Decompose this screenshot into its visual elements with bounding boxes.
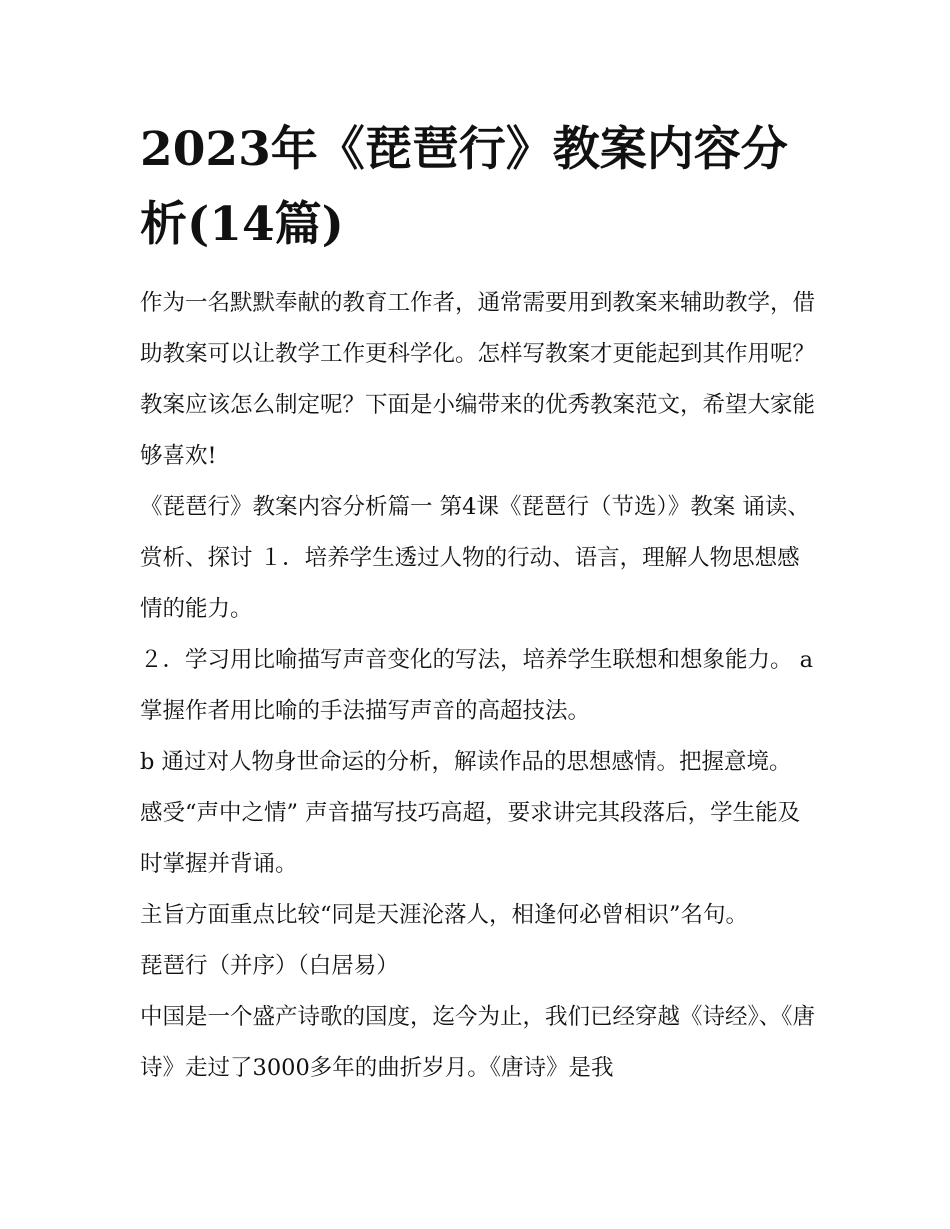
- document-title: 2023年《琵琶行》教案内容分析(14篇): [140, 122, 788, 252]
- document-page: [140, 112, 820, 1094]
- context-paragraph: 中国是一个盛产诗歌的国度，迄今为止，我们已经穿越《诗经》、《唐诗》走过了3000多年的曲折岁月。《唐诗》是我: [140, 1004, 816, 1081]
- theme-paragraph: 主旨方面重点比较“同是天涯沦落人，相逢何必曾相识”名句。: [140, 902, 749, 928]
- lesson-goal-paragraph-1: 《琵琶行》教案内容分析篇一 第4课《琵琶行（节选）》教案 诵读、赏析、探讨 １．培养学生透过人物的行动、语言，理解人物思想感情的能力。: [140, 494, 810, 622]
- lesson-goal-paragraph-3: b 通过对人物身世命运的分析，解读作品的思想感情。把握意境。 感受“声中之情” 声音描写技巧高超，要求讲完其段落后，学生能及时掌握并背诵。: [140, 749, 801, 877]
- lesson-goal-paragraph-2: ２．学习用比喻描写声音变化的写法，培养学生联想和想象能力。 a 掌握作者用比喻的手法描写声音的高超技法。: [140, 647, 814, 724]
- intro-paragraph: 作为一名默默奉献的教育工作者，通常需要用到教案来辅助教学，借助教案可以让教学工作更科学化。怎样写教案才更能起到其作用呢？教案应该怎么制定呢？下面是小编带来的优秀教案范文，希望大家能够喜欢!: [140, 290, 816, 469]
- poem-heading: 琵琶行（并序）（白居易）: [140, 953, 399, 979]
